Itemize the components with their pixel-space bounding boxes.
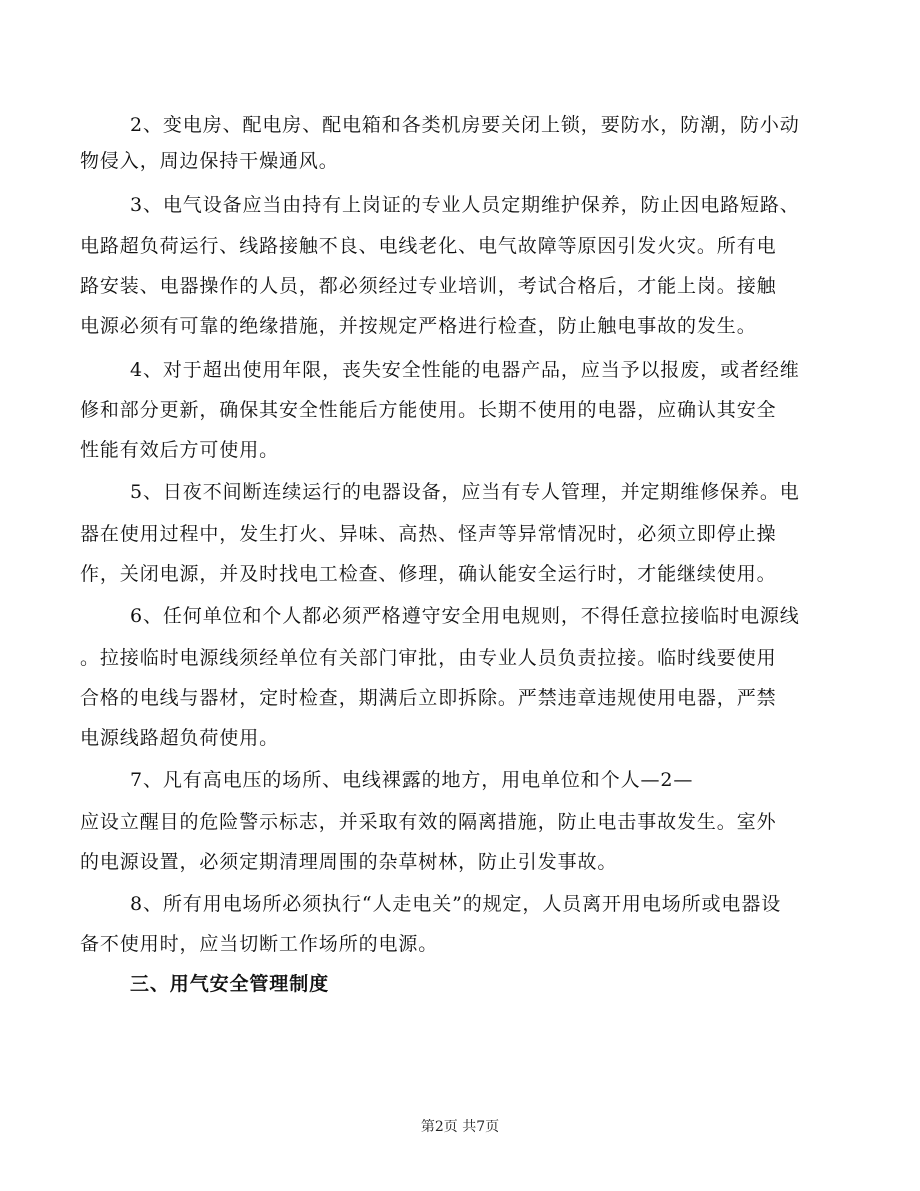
paragraph-6-line-2: 。拉接临时电源线须经单位有关部门审批，由专业人员负责拉接。临时线要使用 [80, 647, 777, 669]
paragraph-2-line-1: 2、变电房、配电房、配电箱和各类机房要关闭上锁，要防水，防潮，防小动 [130, 114, 800, 136]
paragraph-6-line-3: 合格的电线与器材，定时检查，期满后立即拆除。严禁违章违规使用电器，严禁 [80, 687, 777, 709]
paragraph-3-line-1: 3、电气设备应当由持有上岗证的专业人员定期维护保养，防止因电路短路、 [130, 194, 800, 216]
paragraph-5-line-3: 作，关闭电源，并及时找电工检查、修理，确认能安全运行时，才能继续使用。 [80, 563, 777, 585]
paragraph-6-line-4: 电源线路超负荷使用。 [80, 727, 280, 749]
paragraph-6-line-1: 6、任何单位和个人都必须严格遵守安全用电规则，不得任意拉接临时电源线 [130, 605, 800, 627]
section-heading: 三、用气安全管理制度 [130, 973, 330, 995]
paragraph-8-line-2: 备不使用时，应当切断工作场所的电源。 [80, 933, 439, 955]
paragraph-4-line-3: 性能有效后方可使用。 [80, 439, 280, 461]
paragraph-7-line-1: 7、凡有高电压的场所、电线裸露的地方，用电单位和个人—2— [130, 769, 694, 791]
paragraph-5-line-2: 器在使用过程中，发生打火、异味、高热、怪声等异常情况时，必须立即停止操 [80, 523, 777, 545]
paragraph-3-line-3: 路安装、电器操作的人员，都必须经过专业培训，考试合格后，才能上岗。接触 [80, 275, 777, 297]
paragraph-7-line-3: 的电源设置，必须定期清理周围的杂草树林，防止引发事故。 [80, 851, 618, 873]
page-footer: 第2页 共7页 [420, 1119, 500, 1135]
paragraph-4-line-1: 4、对于超出使用年限，丧失安全性能的电器产品，应当予以报废，或者经维 [130, 359, 800, 381]
paragraph-3-line-4: 电源必须有可靠的绝缘措施，并按规定严格进行检查，防止触电事故的发生。 [80, 315, 757, 337]
paragraph-3-line-2: 电路超负荷运行、线路接触不良、电线老化、电气故障等原因引发火灾。所有电 [80, 235, 777, 257]
paragraph-4-line-2: 修和部分更新，确保其安全性能后方能使用。长期不使用的电器，应确认其安全 [80, 399, 777, 421]
paragraph-2-line-2: 物侵入，周边保持干燥通风。 [80, 150, 339, 172]
paragraph-7-line-2: 应设立醒目的危险警示标志，并采取有效的隔离措施，防止电击事故发生。室外 [80, 811, 777, 833]
paragraph-8-line-1: 8、所有用电场所必须执行“人走电关”的规定，人员离开用电场所或电器设 [130, 893, 782, 915]
paragraph-5-line-1: 5、日夜不间断连续运行的电器设备，应当有专人管理，并定期维修保养。电 [130, 481, 800, 503]
